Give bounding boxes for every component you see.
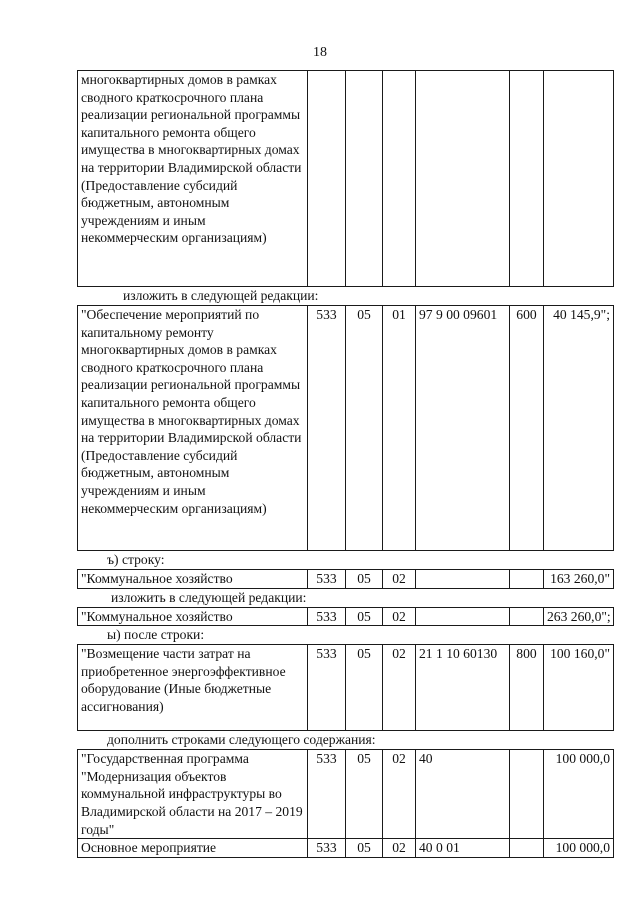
cell-subsection bbox=[383, 71, 416, 287]
row-name: многоквартирных домов в рамках сводного краткосрочного плана реализации региональной программы капитального ремонта общего имущества в многоквартирных домах на территории Владимирской области (Предоставление субсидий бюджетным, автономным учреждениям и иным некоммерческим организациям) bbox=[78, 71, 308, 287]
cell-section: 05 bbox=[346, 750, 383, 839]
cell-sum: 263 260,0"; bbox=[544, 607, 614, 626]
instruction-text: изложить в следующей редакции: bbox=[123, 288, 319, 303]
document-body bbox=[77, 70, 613, 858]
table-block-3 bbox=[77, 607, 614, 627]
table-block-4 bbox=[77, 644, 614, 731]
instruction-text: ы) после строки: bbox=[107, 627, 205, 643]
row-name: "Возмещение части затрат на приобретенное энергоэффективное оборудование (Иные бюджетные ассигнования) bbox=[78, 645, 308, 731]
cell-section: 05 bbox=[346, 306, 383, 551]
cell-target: 40 0 01 bbox=[416, 839, 510, 858]
cell-ministry: 533 bbox=[308, 570, 346, 589]
cell-type bbox=[510, 570, 544, 589]
table-row bbox=[78, 306, 614, 551]
cell-target bbox=[416, 570, 510, 589]
instruction-text: изложить в следующей редакции: bbox=[111, 589, 307, 605]
table-block-1 bbox=[77, 305, 614, 551]
cell-target: 97 9 00 09601 bbox=[416, 306, 510, 551]
row-name: "Коммунальное хозяйство bbox=[78, 570, 308, 589]
cell-sum: 40 145,9"; bbox=[544, 306, 614, 551]
cell-target bbox=[416, 71, 510, 287]
page-number: 18 bbox=[313, 45, 327, 60]
table-continuation bbox=[77, 70, 614, 287]
cell-type: 600 bbox=[510, 306, 544, 551]
cell-ministry bbox=[308, 71, 346, 287]
table-block-5 bbox=[77, 749, 614, 858]
table-row bbox=[78, 750, 614, 839]
instruction-text: дополнить строками следующего содержания: bbox=[107, 732, 376, 748]
cell-ministry: 533 bbox=[308, 607, 346, 626]
row-name: "Коммунальное хозяйство bbox=[78, 607, 308, 626]
table-row bbox=[78, 607, 614, 626]
cell-ministry: 533 bbox=[308, 750, 346, 839]
table-row bbox=[78, 71, 614, 287]
cell-subsection: 02 bbox=[383, 839, 416, 858]
cell-target: 21 1 10 60130 bbox=[416, 645, 510, 731]
cell-ministry: 533 bbox=[308, 645, 346, 731]
cell-section: 05 bbox=[346, 607, 383, 626]
cell-subsection: 02 bbox=[383, 607, 416, 626]
cell-section: 05 bbox=[346, 570, 383, 589]
row-name: "Обеспечение мероприятий по капитальному ремонту многоквартирных домов в рамках сводного краткосрочного плана реализации региональной программы капитального ремонта общего имущества в многоквартирных домах на территории Владимирской области (Предоставление субсидий бюджетным, автономным учреждениям и иным некоммерческим организациям) bbox=[78, 306, 308, 551]
table-block-2 bbox=[77, 569, 614, 589]
cell-section: 05 bbox=[346, 839, 383, 858]
table-row bbox=[78, 645, 614, 731]
cell-ministry: 533 bbox=[308, 306, 346, 551]
cell-type: 800 bbox=[510, 645, 544, 731]
cell-type bbox=[510, 71, 544, 287]
row-name: Основное мероприятие bbox=[78, 839, 308, 858]
table-row bbox=[78, 839, 614, 858]
cell-subsection: 02 bbox=[383, 570, 416, 589]
row-name: "Государственная программа "Модернизация объектов коммунальной инфраструктуры во Владимирской области на 2017 – 2019 годы" bbox=[78, 750, 308, 839]
table-row bbox=[78, 570, 614, 589]
cell-sum: 163 260,0" bbox=[544, 570, 614, 589]
cell-target: 40 bbox=[416, 750, 510, 839]
cell-subsection: 02 bbox=[383, 750, 416, 839]
cell-sum: 100 000,0 bbox=[544, 750, 614, 839]
cell-type bbox=[510, 607, 544, 626]
instruction-text: ъ) строку: bbox=[107, 552, 165, 567]
cell-type bbox=[510, 839, 544, 858]
cell-ministry: 533 bbox=[308, 839, 346, 858]
cell-target bbox=[416, 607, 510, 626]
cell-sum: 100 000,0 bbox=[544, 839, 614, 858]
cell-sum bbox=[544, 71, 614, 287]
cell-subsection: 01 bbox=[383, 306, 416, 551]
cell-type bbox=[510, 750, 544, 839]
cell-section bbox=[346, 71, 383, 287]
cell-section: 05 bbox=[346, 645, 383, 731]
cell-subsection: 02 bbox=[383, 645, 416, 731]
cell-sum: 100 160,0" bbox=[544, 645, 614, 731]
